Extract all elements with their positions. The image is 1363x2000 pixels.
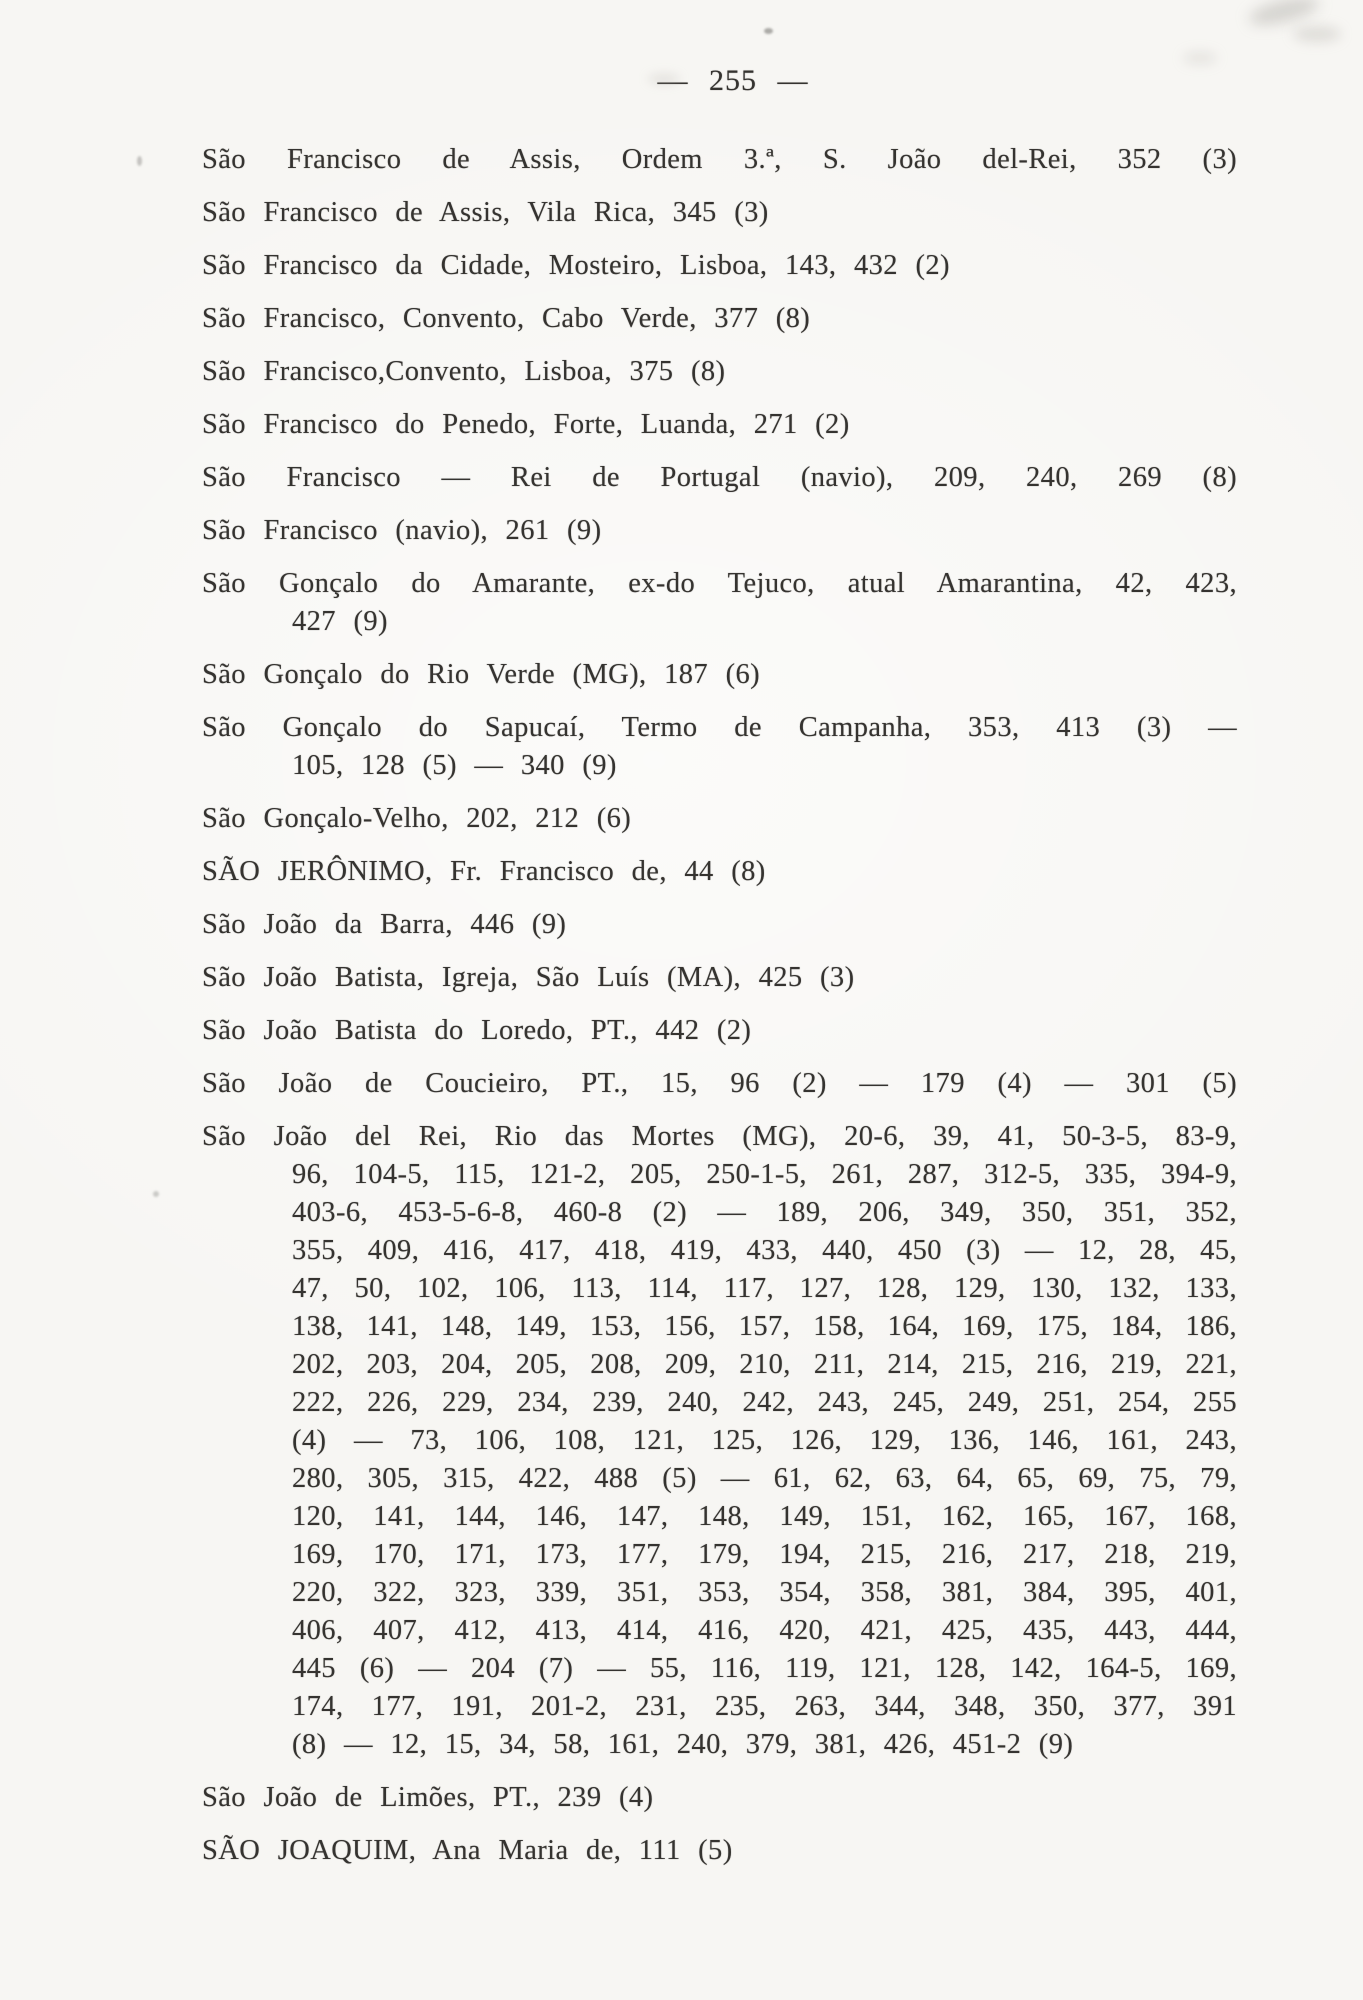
index-entry [202,1832,1237,1870]
index-entry [202,406,1237,444]
index-line: 169, 170, 171, 173, 177, 179, 194, 215, 216, 217, 218, 219, [292,1539,1237,1570]
index-line: SÃO JERÔNIMO, Fr. Francisco de, 44 (8) [202,856,766,887]
index-line: 355, 409, 416, 417, 418, 419, 433, 440, 450 (3) — 12, 28, 45, [292,1235,1237,1266]
page-number: — 255 — [657,64,809,97]
index-line: São Francisco de Assis, Vila Rica, 345 (3) [202,197,769,228]
index-line: São João del Rei, Rio das Mortes (MG), 20-6, 39, 41, 50-3-5, 83-9, [202,1121,1237,1152]
index-entry [202,247,1237,285]
index-line: 105, 128 (5) — 340 (9) [292,750,617,781]
index-entry [202,709,1237,785]
index-line: 120, 141, 144, 146, 147, 148, 149, 151, 162, 165, 167, 168, [292,1501,1237,1532]
index-line: São João de Coucieiro, PT., 15, 96 (2) — 179 (4) — 301 (5) [202,1068,1237,1099]
index-entries [202,141,1237,1885]
index-entry [202,906,1237,944]
index-line: São Gonçalo do Amarante, ex-do Tejuco, atual Amarantina, 42, 423, [202,568,1237,599]
index-entry [202,565,1237,641]
index-line: (4) — 73, 106, 108, 121, 125, 126, 129, 136, 146, 161, 243, [292,1425,1237,1456]
index-entry [202,800,1237,838]
scan-smudge [1246,0,1321,30]
index-entry [202,1118,1237,1764]
index-line: 174, 177, 191, 201-2, 231, 235, 263, 344, 348, 350, 377, 391 [292,1691,1237,1722]
index-entry [202,459,1237,497]
index-line: 47, 50, 102, 106, 113, 114, 117, 127, 128, 129, 130, 132, 133, [292,1273,1237,1304]
index-line: São Gonçalo do Sapucaí, Termo de Campanha, 353, 413 (3) — [202,712,1237,743]
index-line: (8) — 12, 15, 34, 58, 161, 240, 379, 381, 426, 451-2 (9) [292,1729,1074,1760]
index-line: São Francisco (navio), 261 (9) [202,515,602,546]
index-line: SÃO JOAQUIM, Ana Maria de, 111 (5) [202,1835,733,1866]
index-entry [202,300,1237,338]
index-line: São João Batista do Loredo, PT., 442 (2) [202,1015,752,1046]
index-line: 202, 203, 204, 205, 208, 209, 210, 211, 214, 215, 216, 219, 221, [292,1349,1237,1380]
index-entry [202,353,1237,391]
index-line: São João de Limões, PT., 239 (4) [202,1782,654,1813]
scan-smudge [764,28,773,34]
index-line: 427 (9) [292,606,388,637]
index-entry [202,512,1237,550]
index-entry [202,1065,1237,1103]
index-line: São Gonçalo do Rio Verde (MG), 187 (6) [202,659,761,690]
index-line: São Francisco de Assis, Ordem 3.ª, S. João del-Rei, 352 (3) [202,144,1237,175]
index-entry [202,1012,1237,1050]
index-entry [202,194,1237,232]
index-line: São Francisco, Convento, Cabo Verde, 377 (8) [202,303,811,334]
index-line: São João da Barra, 446 (9) [202,909,567,940]
index-line: 280, 305, 315, 422, 488 (5) — 61, 62, 63, 64, 65, 69, 75, 79, [292,1463,1237,1494]
scan-smudge [1293,26,1341,42]
index-line: 222, 226, 229, 234, 239, 240, 242, 243, 245, 249, 251, 254, 255 [292,1387,1237,1418]
scan-smudge [137,156,142,166]
scan-smudge [153,1191,159,1197]
index-line: São Francisco,Convento, Lisboa, 375 (8) [202,356,726,387]
index-entry [202,959,1237,997]
index-line: 138, 141, 148, 149, 153, 156, 157, 158, 164, 169, 175, 184, 186, [292,1311,1237,1342]
index-line: 406, 407, 412, 413, 414, 416, 420, 421, 425, 435, 443, 444, [292,1615,1237,1646]
index-entry [202,1779,1237,1817]
index-line: 403-6, 453-5-6-8, 460-8 (2) — 189, 206, 349, 350, 351, 352, [292,1197,1237,1228]
index-entry [202,853,1237,891]
index-line: São Francisco do Penedo, Forte, Luanda, 271 (2) [202,409,850,440]
index-line: São Gonçalo-Velho, 202, 212 (6) [202,803,632,834]
index-line: 220, 322, 323, 339, 351, 353, 354, 358, 381, 384, 395, 401, [292,1577,1237,1608]
index-line: São João Batista, Igreja, São Luís (MA), 425 (3) [202,962,855,993]
index-line: São Francisco — Rei de Portugal (navio), 209, 240, 269 (8) [202,462,1237,493]
index-line: 96, 104-5, 115, 121-2, 205, 250-1-5, 261, 287, 312-5, 335, 394-9, [292,1159,1237,1190]
scan-smudge [1183,52,1217,64]
index-line: 445 (6) — 204 (7) — 55, 116, 119, 121, 128, 142, 164-5, 169, [292,1653,1237,1684]
index-entry [202,656,1237,694]
index-line: São Francisco da Cidade, Mosteiro, Lisboa, 143, 432 (2) [202,250,950,281]
index-entry [202,141,1237,179]
